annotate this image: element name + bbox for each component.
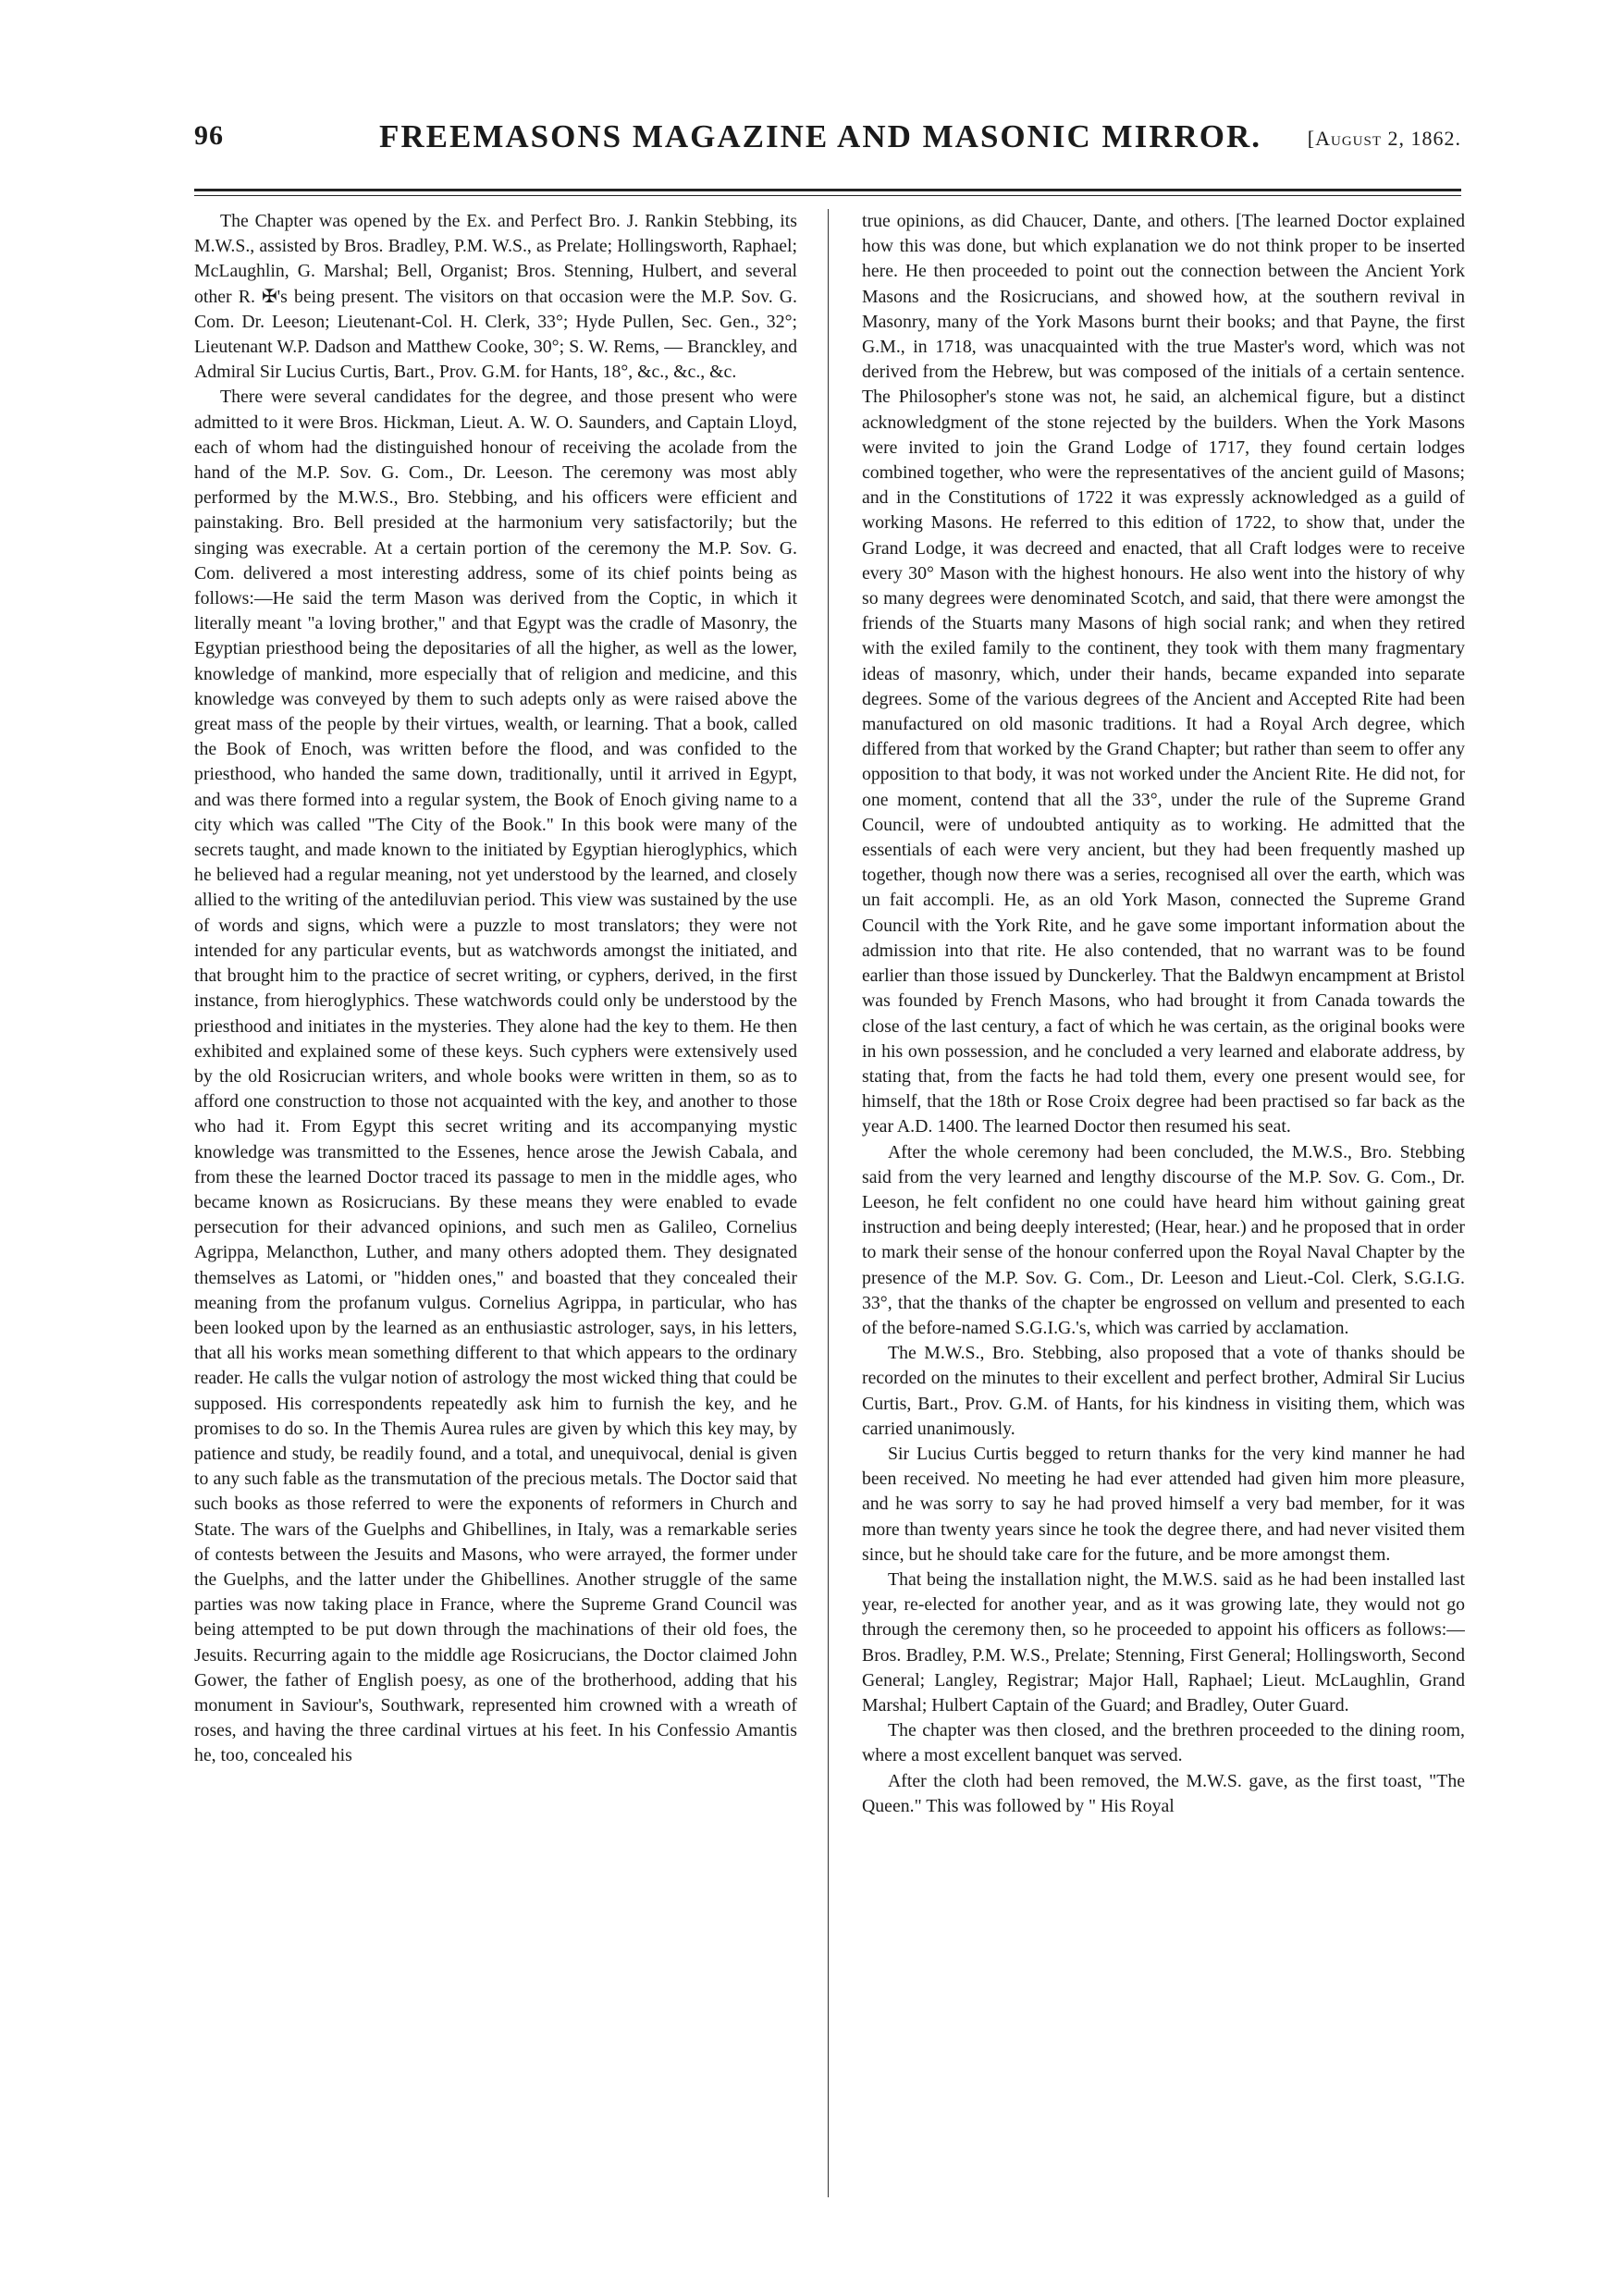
paragraph: There were several candidates for the degree, and those present who were admitted to it were Bros. Hickman, Lieut. A. W. O. Saunders, and Captain Lloyd, each of whom had the distinguished honour of receiving the acolade from the hand of the M.P. Sov. G. Com., Dr. Leeson. The ceremony was most ably performed by the M.W.S., Bro. Stebbing, and his officers were efficient and painstaking. Bro. Bell presided at the harmonium very satisfactorily; but the singing was execrable. At a certain portion of the ceremony the M.P. Sov. G. Com. delivered a most interesting address, some of its chief points being as follows:—He said the term Mason was derived from the Coptic, in which it literally meant "a loving brother," and that Egypt was the cradle of Masonry, the Egyptian priesthood being the depositaries of all the higher, as well as the lower, knowledge of mankind, more especially that of religion and medicine, and this knowledge was conveyed by them to such adepts only as were raised above the great mass of the people by their virtues, wealth, or learning. That a book, called the Book of Enoch, was written before the flood, and was confided to the priesthood, who handed the same down, traditionally, until it arrived in Egypt, and was there formed into a regular system, the Book of Enoch giving name to a city which was called "The City of the Book." In this book were many of the secrets taught, and made known to the initiated by Egyptian hieroglyphics, which he believed had a regular meaning, not yet understood by the learned, and closely allied to the writing of the antediluvian period. This view was sustained by the use of words and signs, which were a puzzle to most translators; they were not intended for any particular events, but as watchwords amongst the initiated, and that brought him to the practice of secret writing, or cyphers, derived, in the first instance, from hieroglyphics. These watchwords could only be understood by the priesthood and initiates in the mysteries. They alone had the key to them. He then exhibited and explained some of these keys. Such cyphers were extensively used by the old Rosicrucian writers, and whole books were written in them, so as to afford one construction to those not acquainted with the key, and another to those who had it. From Egypt this secret writing and its accompanying mystic knowledge was transmitted to the Essenes, hence arose the Jewish Cabala, and from these the learned Doctor traced its passage to men in the middle ages, who became known as Rosicrucians. By these means they were enabled to evade persecution for their advanced opinions, and such men as Galileo, Cornelius Agrippa, Melancthon, Luther, and many others adopted them. They designated themselves as Latomi, or "hidden ones," and boasted that they concealed their meaning from the profanum vulgus. Cornelius Agrippa, in particular, who has been looked upon by the learned as an enthusiastic astrologer, says, in his letters, that all his works mean something different to that which appears to the ordinary reader. He calls the vulgar notion of astrology the most wicked thing that could be supposed. His correspondents repeatedly ask him to furnish the key, and he promises to do so. In the Themis Aurea rules are given by which this key may, by patience and study, be readily found, and a total, and unequivocal, denial is given to any such fable as the transmutation of the precious metals. The Doctor said that such books as those referred to were the exponents of reformers in Church and State. The wars of the Guelphs and Ghibellines, in Italy, was a remarkable series of contests between the Jesuits and Masons, who were arrayed, the former under the Guelphs, and the latter under the Ghibellines. Another struggle of the same parties was now taking place in France, where the Supreme Grand Council was being attempted to be put down through the machinations of their old foes, the Jesuits. Recurring again to the middle age Rosicrucians, the Doctor claimed John Gower, the father of English poesy, as one of the brotherhood, adding that his monument in Saviour's, Southwark, represented him crowned with a wreath of roses, and having the three cardinal virtues at his feet. In his Confessio Amantis he, too, concealed his xyxy=(194,387,797,1766)
page-number: 96 xyxy=(194,120,224,151)
paragraph: The Chapter was opened by the Ex. and Perfect Bro. J. Rankin Stebbing, its M.W.S., assisted by Bros. Bradley, P.M. W.S., as Prelate; Hollingsworth, Raphael; McLaughlin, G. Marshal; Bell, Organist; Bros. Stenning, Hulbert, and several other R. ✠'s being present. The visitors on that occasion were the M.P. Sov. G. Com. Dr. Leeson; Lieutenant-Col. H. Clerk, 33°; Hyde Pullen, Sec. Gen., 32°; Lieutenant W.P. Dadson and Matthew Cooke, 30°; S. W. Rems, — Branckley, and Admiral Sir Lucius Curtis, Bart., Prov. G.M. for Hants, 18°, &c., &c., &c. xyxy=(194,211,797,383)
paragraph: Sir Lucius Curtis begged to return thanks for the very kind manner he had been received. No meeting he had ever attended had given him more pleasure, and he was sorry to say he had proved himself a very bad member, for it was more than twenty years since he took the degree there, and had never visited them since, but he should take care for the future, and be more amongst them. xyxy=(862,1443,1465,1565)
page-header xyxy=(194,118,1461,163)
column-divider xyxy=(828,209,829,2197)
paragraph: That being the installation night, the M.W.S. said as he had been installed last year, re-elected for another year, and as it was growing late, they would not go through the ceremony then, so he proceeded to appoint his officers as follows:—Bros. Bradley, P.M. W.S., Prelate; Stenning, First General; Hollingsworth, Second General; Langley, Registrar; Major Hall, Raphael; Lieut. McLaughlin, Grand Marshal; Hulbert Captain of the Guard; and Bradley, Outer Guard. xyxy=(862,1568,1465,1715)
right-column xyxy=(862,209,1465,2197)
paragraph: After the cloth had been removed, the M.W.S. gave, as the first toast, "The Queen." This was followed by " His Royal xyxy=(862,1770,1465,1816)
masthead-title: FREEMASONS MAGAZINE AND MASONIC MIRROR. xyxy=(379,118,1262,154)
paragraph: true opinions, as did Chaucer, Dante, and others. [The learned Doctor explained how this was done, but which explanation we do not think proper to be inserted here. He then proceeded to point out the connection between the Ancient York Masons and the Rosicrucians, and showed how, at the southern revival in Masonry, many of the York Masons burnt their books; and that Payne, the first G.M., in 1718, was unacquainted with the true Master's word, which was not derived from the Hebrew, but was composed of the initials of a certain sentence. The Philosopher's stone was not, he said, an alchemical figure, but a distinct acknowledgment of the stone rejected by the builders. When the York Masons were invited to join the Grand Lodge of 1717, they found certain lodges combined together, who were the representatives of the ancient guild of Masons; and in the Constitutions of 1722 it was expressly acknowledged as a guild of working Masons. He referred to this edition of 1722, to show that, under the Grand Lodge, it was decreed and enacted, that all Craft lodges were to receive every 30° Mason with the highest honours. He also went into the history of why so many degrees were denominated Scotch, and said, that there were amongst the friends of the Stuarts many Masons of high social rank; and when they retired with the exiled family to the continent, they took with them many fragmentary ideas of masonry, which, under their hands, became expanded into separate degrees. Some of the various degrees of the Ancient and Accepted Rite had been manufactured on old masonic traditions. It had a Royal Arch degree, which differed from that worked by the Grand Chapter; but rather than seem to offer any opposition to that body, it was not worked under the Ancient Rite. He did not, for one moment, contend that all the 33°, under the rule of the Supreme Grand Council, were of undoubted antiquity as to working. He admitted that the essentials of each were very ancient, but they had been frequently mashed up together, though now there was a series, recognised all over the earth, which was un fait accompli. He, as an old York Mason, connected the Supreme Grand Council with the York Rite, and he gave some important information about the admission into that rite. He also contended, that no warrant was to be found earlier than those issued by Dunckerley. That the Baldwyn encampment at Bristol was founded by French Masons, who had brought it from Canada towards the close of the last century, a fact of which he was certain, as the original books were in his own possession, and he concluded a very learned and elaborate address, by stating that, from the facts he had told them, every one present would see, for himself, that the 18th or Rose Croix degree had been practised so far back as the year A.D. 1400. The learned Doctor then resumed his seat. xyxy=(862,211,1465,1137)
paragraph: The chapter was then closed, and the brethren proceeded to the dining room, where a most excellent banquet was served. xyxy=(862,1720,1465,1766)
paragraph: After the whole ceremony had been concluded, the M.W.S., Bro. Stebbing said from the very learned and lengthy discourse of the M.P. Sov. G. Com., Dr. Leeson, he felt confident no one could have heard him without gaining great instruction and being deeply interested; (Hear, hear.) and he proposed that in order to mark their sense of the honour conferred upon the Royal Naval Chapter by the presence of the M.P. Sov. G. Com., Dr. Leeson and Lieut.-Col. Clerk, S.G.I.G. 33°, that the thanks of the chapter be engrossed on vellum and presented to each of the before-named S.G.I.G.'s, which was carried by acclamation. xyxy=(862,1141,1465,1338)
paragraph: The M.W.S., Bro. Stebbing, also proposed that a vote of thanks should be recorded on the minutes to their excellent and perfect brother, Admiral Sir Lucius Curtis, Bart., Prov. G.M. of Hants, for his kindness in visiting them, which was carried unanimously. xyxy=(862,1343,1465,1439)
left-column xyxy=(194,209,797,2197)
header-rule-thick xyxy=(194,189,1461,191)
issue-date: [August 2, 1862. xyxy=(1307,127,1461,150)
header-rule-thin xyxy=(194,195,1461,196)
